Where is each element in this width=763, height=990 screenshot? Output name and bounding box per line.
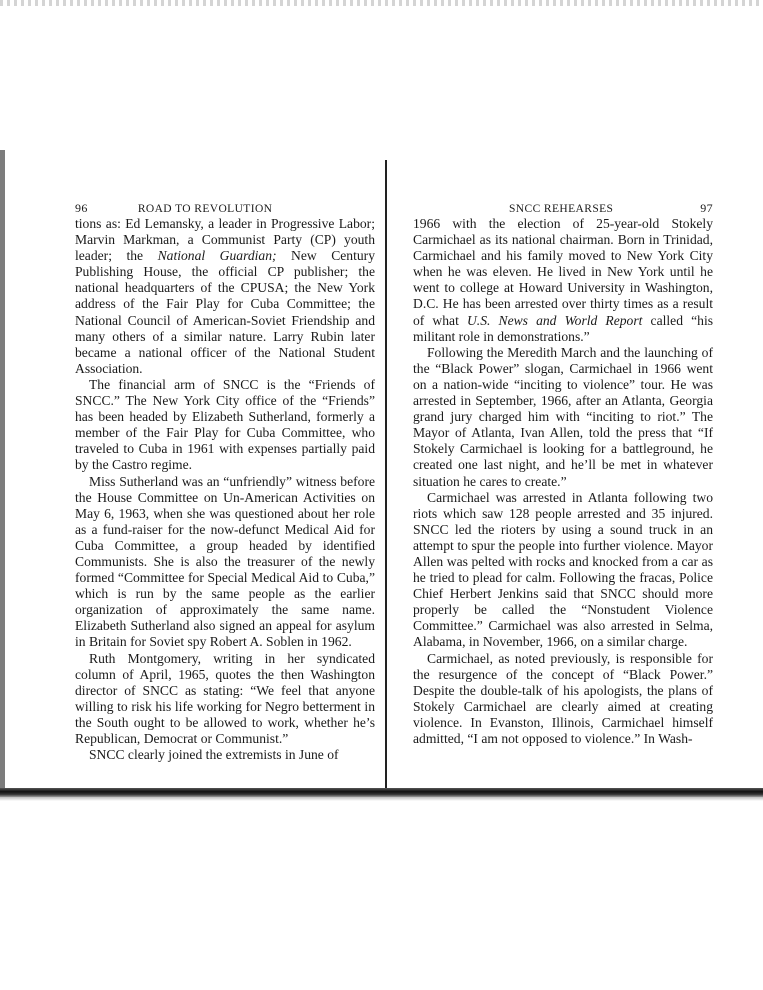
left-page-body xyxy=(75,216,375,763)
paragraph xyxy=(413,651,713,748)
text-run: called “his militant role in demonstrations.” xyxy=(413,312,714,344)
paragraph xyxy=(413,345,713,490)
book-gutter xyxy=(385,160,387,790)
right-page-number: 97 xyxy=(700,201,713,215)
paragraph xyxy=(413,216,713,345)
text-run: New Century Publishing House, the official CP publisher; the national headquarters of the CPUSA; the New York address of the Fair Play for Cuba Committee; the National Council of American-Soviet Friendship and many others of a similar nature. Larry Rubin later became a national officer of the National Student Association. xyxy=(75,248,375,376)
text-run: Carmichael, as noted previously, is responsible for the resurgence of the concept of “Black Power.” Despite the double-talk of his apologists, the plans of Stokely Carmichael are clearly aimed at creating violence. In Evanston, Illinois, Carmichael himself admitted, “I am not opposed to violence.” In Wash- xyxy=(413,650,713,746)
right-running-head: SNCC REHEARSES xyxy=(509,203,614,215)
paragraph xyxy=(413,490,713,651)
italic-text: National Guardian; xyxy=(157,248,277,264)
text-run: Ruth Montgomery, writing in her syndicated column of April, 1965, quotes the then Washington director of SNCC as stating: “We feel that anyone willing to risk his life working for Negro betterment in the South ought to be allowed to work, whether he’s Republican, Democrat or Communist.” xyxy=(75,650,375,746)
left-page-header xyxy=(75,200,375,216)
right-page-body xyxy=(413,216,713,747)
paragraph xyxy=(75,651,375,748)
left-running-head: ROAD TO REVOLUTION xyxy=(137,203,273,215)
paragraph xyxy=(75,474,375,651)
paragraph xyxy=(75,747,375,763)
italic-text: U.S. News and World Report xyxy=(466,312,643,328)
paragraph xyxy=(75,216,375,377)
text-run: Miss Sutherland was an “unfriendly” witness before the House Committee on Un-American Activities on May 6, 1963, when she was questioned about her role as a fund-raiser for the now-defunct Medical Aid for Cuba Committee, a group headed by identified Communists. She is also the treasurer of the newly formed “Committee for Special Medical Aid to Cuba,” which is run by the same people as the earlier organization of approximately the same name. Elizabeth Sutherland also signed an appeal for asylum in Britain for Soviet spy Robert A. Soblen in 1962. xyxy=(75,473,375,650)
book-left-edge xyxy=(0,150,5,790)
book-bottom-shadow xyxy=(0,797,763,801)
text-run: 1966 with the election of 25-year-old Stokely Carmichael as its national chairman. Born in Trinidad, Carmichael and his family moved to New York City when he was eleven. He lived in New York until he went to college at Howard University in Washington, D.C. He has been arrested over thirty times as a result of what xyxy=(413,216,713,328)
right-page xyxy=(413,200,713,747)
text-run: SNCC clearly joined the extremists in June of xyxy=(89,747,339,763)
book-bottom-edge xyxy=(0,788,763,797)
text-run: Carmichael was arrested in Atlanta following two riots which saw 128 people arrested and 35 injured. SNCC led the rioters by using a sound truck in an attempt to spur the people into further violence. Mayor Allen was pelted with rocks and knocked from a car as he tried to plead for calm. Following the fracas, Police Chief Herbert Jenkins said that SNCC should more properly be called the “Nonstudent Violence Committee.” Carmichael was also arrested in Selma, Alabama, in November, 1966, on a similar charge. xyxy=(413,489,713,650)
text-run: Following the Meredith March and the launching of the “Black Power” slogan, Carmichael in 1966 went on a nation-wide “inciting to violence” tour. He was arrested in September, 1966, after an Atlanta, Georgia grand jury charged him with “inciting to riot.” The Mayor of Atlanta, Ivan Allen, told the press that “If Stokely Carmichael is looking for a battleground, he created one last night, and he’ll be met in whatever situation he cares to create.” xyxy=(413,344,713,489)
left-page-number: 96 xyxy=(75,201,88,215)
scan-top-edge xyxy=(0,0,763,6)
right-page-header xyxy=(413,200,713,216)
text-run: tions as: Ed Lemansky, a leader in Progressive Labor; Marvin Markman, a Communist Party (CP) youth leader; the xyxy=(75,216,375,264)
paragraph xyxy=(75,377,375,474)
text-run: The financial arm of SNCC is the “Friends of SNCC.” The New York City office of the “Friends” has been headed by Elizabeth Sutherland, formerly a member of the Fair Play for Cuba Committee, who traveled to Cuba in 1961 with expenses partially paid by the Castro regime. xyxy=(75,376,375,473)
left-page xyxy=(75,200,375,763)
